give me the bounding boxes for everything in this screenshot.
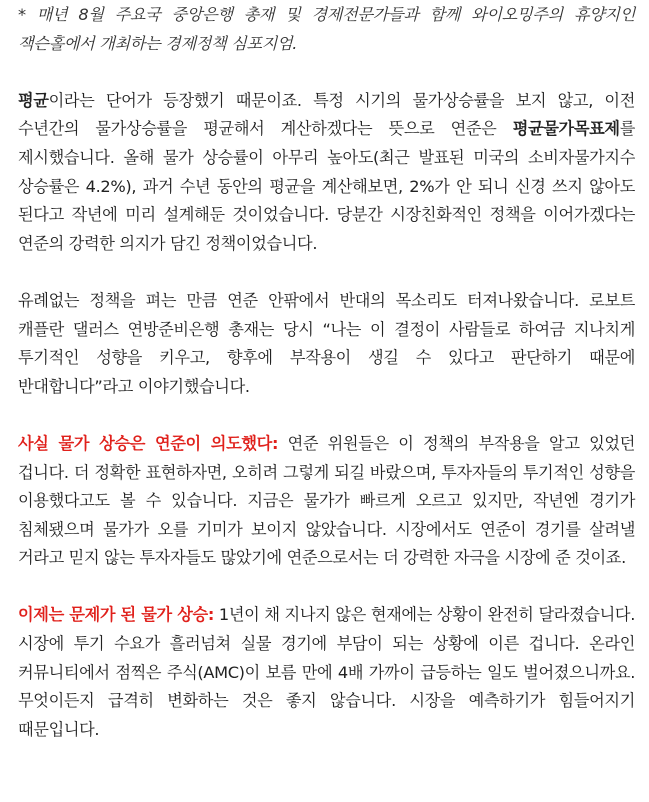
paragraph-text: 연준 위원들은 이 정책의 부작용을 알고 있었던 겁니다. 더 정확한 표현하자면, 오히려 그렇게 되길 바랐으며, 투자자들의 투기적인 성향을 이용했다고도 볼 수 있습니다. 지금은 물가가 빠르게 오르고 있지만, 작년엔 경기가 침체됐으며 물가가 오를 기미가 보이지 않았습니다. 시장에서도 연준이 경기를 살려낼 거라고 믿지 않는 투자자들도 많았기에 연준으로서는 더 강력한 자극을 시장에 준 것이죠. (18, 433, 635, 568)
paragraph-intended-inflation (18, 430, 635, 573)
paragraph-text: 를 제시했습니다. 올해 물가 상승률이 아무리 높아도(최근 발표된 미국의 소비자물가지수 상승률은 4.2%), 과거 수년 동안의 평균을 계산해보면, 2%가 안 되니 신경 쓰지 않아도 된다고 작년에 미리 설계해둔 것이었습니다. 당분간 시장친화적인 정책을 이어가겠다는 연준의 강력한 의지가 담긴 정책이었습니다. (18, 119, 635, 253)
footnote: * 매년 8월 주요국 중앙은행 총재 및 경제전문가들과 함께 와이오밍주의 휴양지인 잭슨홀에서 개최하는 경제정책 심포지엄. (18, 5, 635, 53)
article-body (0, 1, 649, 802)
keyword-average: 평균 (18, 90, 49, 110)
paragraph-text: 유례없는 정책을 펴는 만큼 연준 안팎에서 반대의 목소리도 터져나왔습니다. 로보트 캐플란 댈러스 연방준비은행 총재는 당시 “나는 이 결정이 사람들로 하여금 지나치게 투기적인 성향을 키우고, 향후에 부작용이 생길 수 있다고 판단하기 때문에 반대합니다”라고 이야기했습니다. (18, 290, 635, 396)
paragraph-text: 이라는 단어가 등장했기 때문이죠. 특정 시기의 물가상승률을 보지 않고, 이전 수년간의 물가상승률을 평균해서 계산하겠다는 뜻으로 연준은 (18, 90, 635, 139)
paragraph-text: 1년이 채 지나지 않은 현재에는 상황이 완전히 달라졌습니다. 시장에 투기 수요가 흘러넘쳐 실물 경기에 부담이 되는 상황에 이른 겁니다. 온라인 커뮤니티에서 점찍은 주식(AMC)이 보름 만에 4배 가까이 급등하는 일도 벌어졌으니까요. 무엇이든지 급격히 변화하는 것은 좋지 않습니다. 시장을 예측하기가 힘들어지기 때문입니다. (18, 605, 635, 739)
section-heading: 사실 물가 상승은 연준이 의도했다: (18, 433, 279, 453)
paragraph-problematic-inflation (18, 601, 635, 744)
paragraph-opposition (18, 287, 635, 401)
keyword-average-inflation-target: 평균물가목표제 (512, 119, 620, 139)
paragraph-average-inflation-target (18, 87, 635, 259)
section-heading: 이제는 문제가 된 물가 상승: (18, 605, 214, 625)
